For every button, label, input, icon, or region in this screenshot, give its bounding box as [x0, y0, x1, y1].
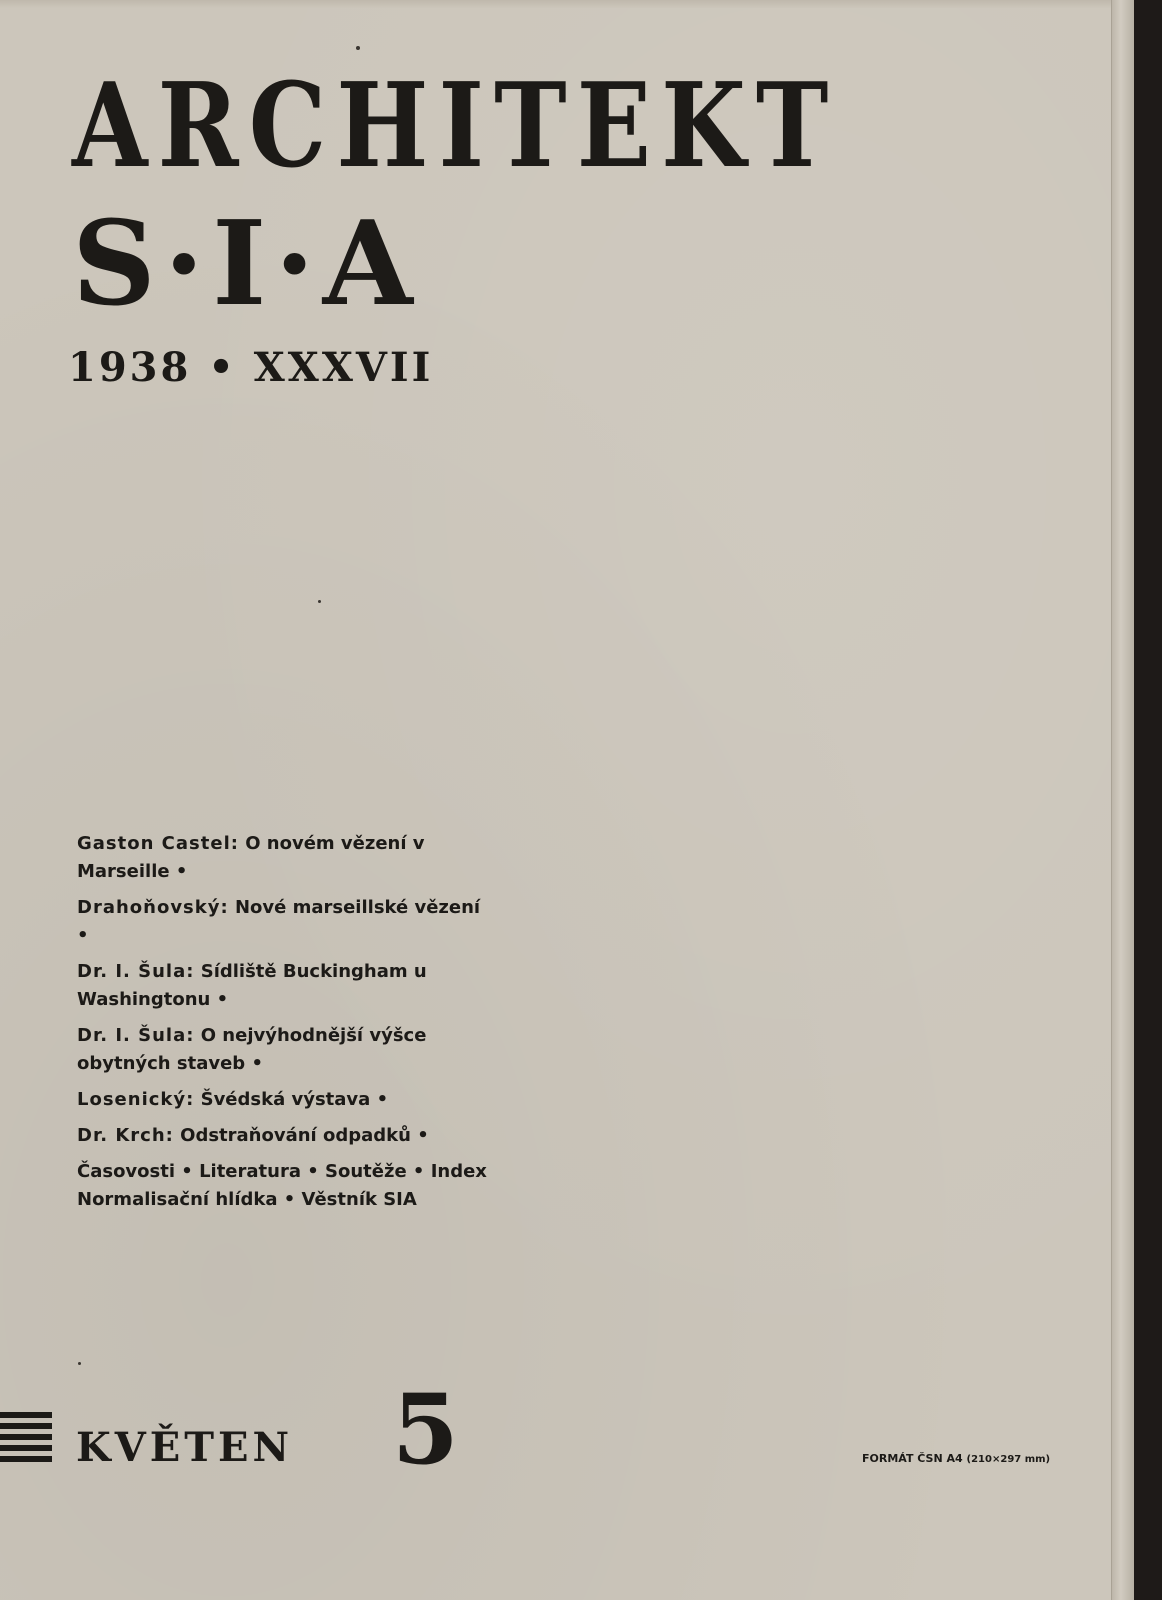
- contents-title: O nejvýhodnější výšce obytných staveb: [77, 1025, 427, 1074]
- format-label: FORMÁT ČSN A4: [862, 1452, 963, 1465]
- contents-item: [77, 894, 487, 950]
- bullet-icon: •: [77, 925, 89, 946]
- issue-number: 5: [392, 1373, 459, 1486]
- contents-item: [77, 958, 487, 1014]
- contents-author: Drahoňovský:: [77, 897, 229, 918]
- paper-speck: [318, 600, 321, 603]
- bullet-icon: •: [376, 1089, 389, 1110]
- contents-item: [77, 1086, 487, 1114]
- contents-author: Dr. I. Šula:: [77, 961, 195, 982]
- contents-title: O novém vězení v Marseille: [77, 833, 425, 882]
- paper-speck: [78, 1362, 81, 1365]
- format-size: (210×297 mm): [966, 1454, 1051, 1465]
- bullet-icon: •: [417, 1125, 429, 1146]
- sections-line: Normalisační hlídka • Věstník SIA: [77, 1189, 417, 1210]
- contents-title: Odstraňování odpadků: [180, 1125, 411, 1146]
- year-volume: 1938 • XXXVII: [68, 344, 434, 391]
- contents-item: [77, 1022, 487, 1078]
- contents-title: Nové marseillské vězení: [234, 897, 481, 918]
- contents-author: Gaston Castel:: [77, 833, 239, 854]
- magazine-subtitle: S·I·A: [72, 196, 421, 332]
- bullet-icon: •: [251, 1053, 263, 1074]
- magazine-title: ARCHITEKT: [72, 58, 839, 194]
- bullet-icon: •: [175, 861, 188, 882]
- cover-top-edge: [0, 0, 1134, 8]
- table-of-contents: [77, 830, 487, 1214]
- format-note: [862, 1453, 1050, 1465]
- stripes-icon: [0, 1412, 52, 1466]
- contents-item: [77, 1122, 487, 1150]
- contents-title: Švédská výstava: [200, 1089, 371, 1110]
- issue-month: KVĚTEN: [76, 1424, 294, 1471]
- contents-title: Sídliště Buckingham u Washingtonu: [77, 961, 427, 1010]
- bullet-icon: •: [216, 989, 229, 1010]
- contents-item: [77, 830, 487, 886]
- cover-right-edge: [1111, 0, 1134, 1600]
- paper-speck: [356, 46, 360, 50]
- sections-line: Časovosti • Literatura • Soutěže • Index: [77, 1161, 487, 1182]
- contents-author: Dr. Krch:: [77, 1125, 174, 1146]
- contents-author: Losenický:: [77, 1089, 195, 1110]
- contents-author: Dr. I. Šula:: [77, 1025, 195, 1046]
